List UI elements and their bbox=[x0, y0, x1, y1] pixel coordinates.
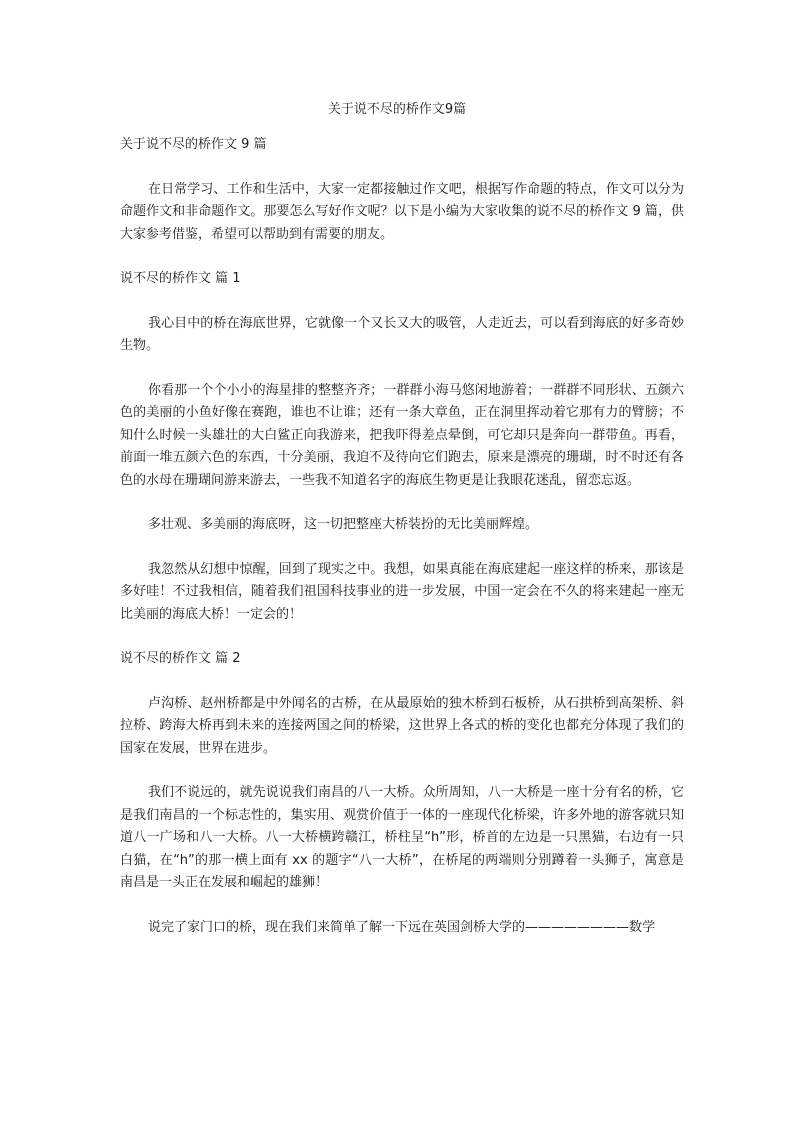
section-heading: 说不尽的桥作文 篇 2 bbox=[120, 651, 241, 666]
document-body bbox=[120, 134, 684, 939]
spacer bbox=[120, 671, 684, 693]
spacer bbox=[120, 157, 684, 179]
spacer bbox=[120, 537, 684, 559]
document-subtitle: 关于说不尽的桥作文 9 篇 bbox=[120, 137, 267, 152]
spacer bbox=[120, 760, 684, 782]
document-title: 关于说不尽的桥作文9篇 bbox=[327, 102, 467, 117]
spacer bbox=[120, 626, 684, 648]
spacer bbox=[120, 246, 684, 268]
intro-paragraph: 在日常学习、工作和生活中，大家一定都接触过作文吧，根据写作命题的特点，作文可以分为命题作文和非命题作文。那要怎么写好作文呢？以下是小编为大家收集的说不尽的桥作文 9 篇，供大家参考借鉴，希望可以帮助到有需要的朋友。 bbox=[120, 181, 684, 242]
paragraph: 我们不说远的，就先说说我们南昌的八一大桥。众所周知，八一大桥是一座十分有名的桥，它是我们南昌的一个标志性的，集实用、观赏价值于一体的一座现代化桥梁，许多外地的游客就只知道八一广场和八一大桥。八一大桥横跨赣江，桥柱呈“h”形，桥首的左边是一只黑猫，右边有一只白猫，在“h”的那一横上面有 xx 的题字“八一大桥”，在桥尾的两端则分别蹲着一头狮子，寓意是南昌是一头正在发展和崛起的雄狮！ bbox=[120, 785, 684, 890]
paragraph: 我心目中的桥在海底世界，它就像一个又长又大的吸管，人走近去，可以看到海底的好多奇妙生物。 bbox=[120, 315, 684, 353]
paragraph: 说完了家门口的桥，现在我们来简单了解一下远在英国剑桥大学的————————数学 bbox=[148, 919, 656, 935]
spacer bbox=[120, 895, 684, 917]
spacer bbox=[120, 291, 684, 313]
spacer bbox=[120, 492, 684, 514]
paragraph: 我忽然从幻想中惊醒，回到了现实之中。我想，如果真能在海底建起一座这样的桥来，那该是多好哇！不过我相信，随着我们祖国科技事业的进一步发展，中国一定会在不久的将来建起一座无比美丽的海底大桥！一定会的！ bbox=[120, 561, 684, 622]
paragraph: 卢沟桥、赵州桥都是中外闻名的古桥，在从最原始的独木桥到石板桥，从石拱桥到高架桥、斜拉桥、跨海大桥再到未来的连接两国之间的桥梁，这世界上各式的桥的变化也都充分体现了我们的国家在发展，世界在进步。 bbox=[120, 695, 684, 756]
paragraph: 你看那一个个小小的海星排的整整齐齐；一群群小海马悠闲地游着；一群群不同形状、五颜六色的美丽的小鱼好像在赛跑，谁也不让谁；还有一条大章鱼，正在洞里挥动着它那有力的臂膀；不知什么时候一头雄壮的大白鲨正向我游来，把我吓得差点晕倒，可它却只是奔向一群带鱼。再看，前面一堆五颜六色的东西，十分美丽，我迫不及待向它们跑去，原来是漂亮的珊瑚，时不时还有各色的水母在珊瑚间游来游去，一些我不知道名字的海底生物更是让我眼花迷乱，留恋忘返。 bbox=[120, 382, 684, 488]
paragraph: 多壮观、多美丽的海底呀，这一切把整座大桥装扮的无比美丽辉煌。 bbox=[148, 517, 539, 532]
spacer bbox=[120, 358, 684, 380]
section-heading: 说不尽的桥作文 篇 1 bbox=[120, 271, 241, 286]
